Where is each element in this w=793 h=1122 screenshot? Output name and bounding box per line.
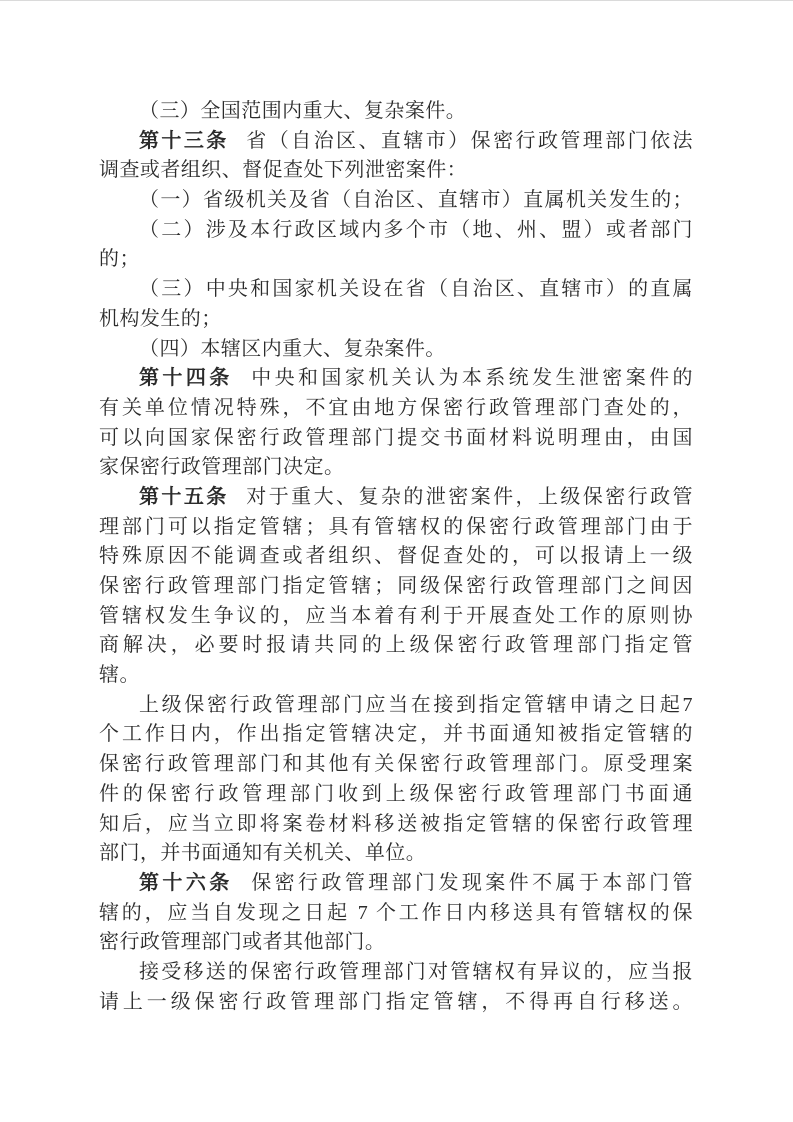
article-number: 第十三条 <box>139 129 229 152</box>
text-line: 第十四条 中央和国家机关认为本系统发生泄密案件的 <box>139 367 693 390</box>
paragraph <box>99 127 693 186</box>
text-line: 管辖权发生争议的，应当本着有利于开展查处工作的原则协 <box>99 604 693 627</box>
article-number: 第十六条 <box>139 871 233 894</box>
document-body <box>99 97 693 1017</box>
text-line: 特殊原因不能调查或者组织、督促查处的，可以报请上一级 <box>99 545 693 568</box>
text-line: （四）本辖区内重大、复杂案件。 <box>139 337 446 360</box>
text-line: 辖的，应当自发现之日起 7 个工作日内移送具有管辖权的保 <box>99 901 693 924</box>
text-line: 部门，并书面通知有关机关、单位。 <box>99 842 427 865</box>
text-line: 第十六条 保密行政管理部门发现案件不属于本部门管 <box>139 871 693 894</box>
text-line: 第十五条 对于重大、复杂的泄密案件，上级保密行政管 <box>139 485 693 508</box>
text-line: 第十三条 省（自治区、直辖市）保密行政管理部门依法 <box>139 129 693 152</box>
text-line: 机构发生的； <box>99 307 222 330</box>
text-line: 可以向国家保密行政管理部门提交书面材料说明理由，由国 <box>99 426 693 449</box>
paragraph <box>99 869 693 958</box>
text-line: 调查或者组织、督促查处下列泄密案件： <box>99 159 468 182</box>
paragraph <box>99 691 693 869</box>
paragraph <box>99 216 693 275</box>
text-line: 上级保密行政管理部门应当在接到指定管辖申请之日起7 <box>139 693 693 716</box>
paragraph <box>99 97 693 127</box>
text-line: （一）省级机关及省（自治区、直辖市）直属机关发生的； <box>139 189 693 212</box>
text-line: 保密行政管理部门和其他有关保密行政管理部门。原受理案 <box>99 753 693 776</box>
text-line: 个工作日内，作出指定管辖决定，并书面通知被指定管辖的 <box>99 723 693 746</box>
text-line: 接受移送的保密行政管理部门对管辖权有异议的，应当报 <box>139 960 693 983</box>
text-line: 知后，应当立即将案卷材料移送被指定管辖的保密行政管理 <box>99 812 693 835</box>
text-line: 家保密行政管理部门决定。 <box>99 456 345 479</box>
paragraph <box>99 958 693 1017</box>
article-number: 第十四条 <box>139 367 233 390</box>
paragraph <box>99 335 693 365</box>
text-line: 辖。 <box>99 664 140 687</box>
text-line: 商解决，必要时报请共同的上级保密行政管理部门指定管 <box>99 634 693 657</box>
text-line: 密行政管理部门或者其他部门。 <box>99 931 386 954</box>
text-line: 的； <box>99 248 140 271</box>
text-line: （三）全国范围内重大、复杂案件。 <box>139 100 467 122</box>
paragraph <box>99 483 693 691</box>
paragraph <box>99 275 693 334</box>
text-line: 请上一级保密行政管理部门指定管辖，不得再自行移送。 <box>99 990 693 1013</box>
article-number: 第十五条 <box>139 485 229 508</box>
text-line: （二）涉及本行政区域内多个市（地、州、盟）或者部门 <box>139 218 693 241</box>
text-line: 理部门可以指定管辖；具有管辖权的保密行政管理部门由于 <box>99 515 693 538</box>
paragraph <box>99 186 693 216</box>
text-line: 保密行政管理部门指定管辖；同级保密行政管理部门之间因 <box>99 575 693 597</box>
page-top-border <box>0 0 793 1</box>
text-line: 有关单位情况特殊，不宜由地方保密行政管理部门查处的， <box>99 396 693 419</box>
text-line: 件的保密行政管理部门收到上级保密行政管理部门书面通 <box>99 782 693 805</box>
paragraph <box>99 364 693 483</box>
text-line: （三）中央和国家机关设在省（自治区、直辖市）的直属 <box>139 278 693 301</box>
